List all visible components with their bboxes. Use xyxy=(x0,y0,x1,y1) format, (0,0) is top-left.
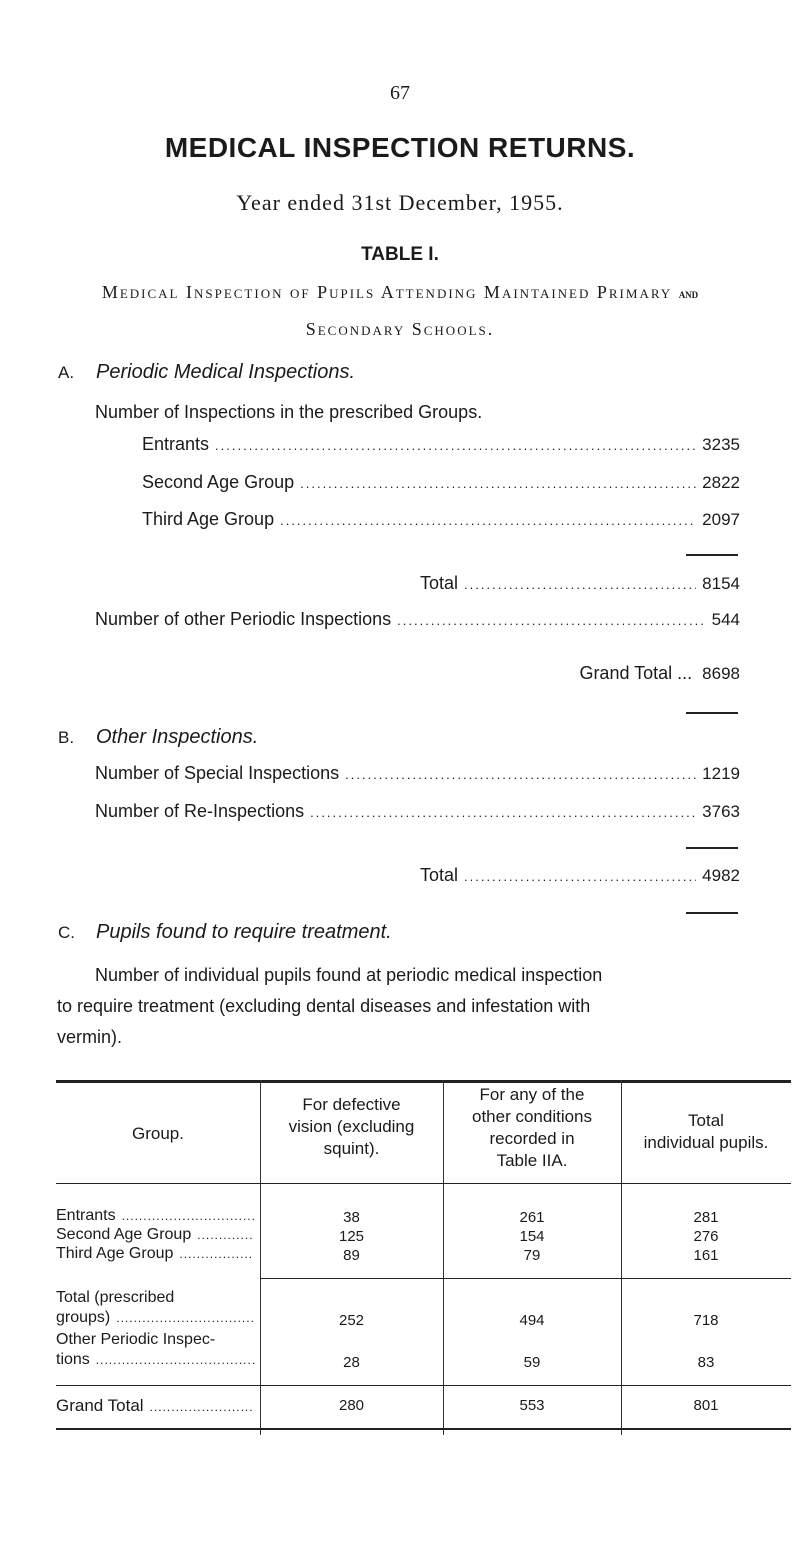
leader-dots xyxy=(96,1350,256,1370)
group-label: Total (prescribed xyxy=(56,1289,175,1306)
cell-total: 281 xyxy=(693,1209,719,1226)
total-label: Total xyxy=(420,865,459,885)
row-label: Entrants xyxy=(142,434,210,454)
row-label: Second Age Group xyxy=(142,472,295,492)
leader-dots xyxy=(280,513,696,528)
cell-vision: 28 xyxy=(343,1354,360,1371)
leader-dots xyxy=(345,767,696,782)
cell-total: 276 xyxy=(693,1228,719,1245)
header-total-pupils xyxy=(621,1110,791,1154)
leader-dots xyxy=(464,577,696,592)
header-line: For defective xyxy=(302,1095,401,1114)
grand-total-rule xyxy=(56,1385,791,1386)
section-a-intro: Number of Inspections in the prescribed Groups. xyxy=(95,402,483,422)
row-third-age xyxy=(142,509,740,535)
group-label: Third Age Group xyxy=(56,1245,174,1262)
header-line: Table IIA. xyxy=(496,1151,568,1170)
table-description-line1 xyxy=(0,282,800,303)
section-title: Other Inspections. xyxy=(96,726,259,748)
table-row xyxy=(56,1330,256,1370)
section-c-paragraph-line1: Number of individual pupils found at periodic medical inspection xyxy=(95,965,603,985)
subtitle: Year ended 31st December, 1955. xyxy=(236,190,564,215)
cell-total: 161 xyxy=(693,1247,719,1264)
row-total-b xyxy=(420,865,740,891)
table-row xyxy=(56,1288,256,1328)
total-value: 8154 xyxy=(702,574,740,593)
header-line: squint). xyxy=(323,1139,380,1158)
grand-total-label: Grand Total ... xyxy=(579,663,693,683)
row-total-a xyxy=(420,573,740,599)
header-group: Group. xyxy=(132,1124,184,1143)
section-a-heading xyxy=(58,361,355,384)
leader-dots xyxy=(122,1206,254,1226)
row-label: Number of other Periodic Inspections xyxy=(95,609,392,629)
leader-dots xyxy=(215,438,696,453)
cell-vision: 252 xyxy=(338,1312,365,1329)
header-line: individual pupils. xyxy=(643,1133,769,1152)
cell-vision: 280 xyxy=(338,1397,365,1414)
group-label-line xyxy=(56,1308,256,1328)
row-entrants xyxy=(142,434,740,460)
header-line: Total xyxy=(688,1111,724,1130)
cell-other: 59 xyxy=(523,1354,541,1371)
row-value: 3763 xyxy=(702,802,740,821)
description-text: Medical Inspection of Pupils Attending Maintained Primary xyxy=(101,282,673,302)
header-line: other conditions xyxy=(471,1107,593,1126)
leader-dots xyxy=(179,1244,254,1264)
section-c-paragraph-line3: vermin). xyxy=(57,1027,123,1047)
cell-vision: 89 xyxy=(343,1247,360,1264)
cell-other: 261 xyxy=(519,1209,545,1226)
row-re-inspections xyxy=(95,801,740,827)
table-row xyxy=(56,1206,254,1226)
leader-dots xyxy=(300,476,696,491)
sum-rule xyxy=(686,847,738,849)
section-title: Periodic Medical Inspections. xyxy=(96,361,356,383)
section-c-heading xyxy=(58,921,392,944)
row-other-periodic xyxy=(95,609,740,635)
leader-dots xyxy=(464,869,696,884)
table-row xyxy=(56,1244,254,1264)
row-grand-total-a xyxy=(420,663,740,689)
row-value: 544 xyxy=(711,610,740,629)
cell-other: 494 xyxy=(519,1312,545,1329)
table-top-rule xyxy=(56,1080,791,1083)
group-label-line xyxy=(56,1350,256,1370)
leader-dots xyxy=(310,805,696,820)
leader-dots xyxy=(150,1397,254,1417)
section-b-heading xyxy=(58,726,258,749)
header-other-conditions xyxy=(443,1084,621,1172)
section-label: B. xyxy=(58,728,75,747)
row-label: Third Age Group xyxy=(142,509,275,529)
header-defective-vision xyxy=(260,1094,443,1160)
table-title: TABLE I. xyxy=(361,244,439,265)
section-title: Pupils found to require treatment. xyxy=(96,921,392,943)
description-end: and xyxy=(678,286,699,301)
group-label: Entrants xyxy=(56,1207,116,1224)
subtotal-rule xyxy=(260,1278,791,1279)
group-label: Second Age Group xyxy=(56,1226,192,1243)
table-row xyxy=(56,1225,254,1245)
page-title: MEDICAL INSPECTION RETURNS. xyxy=(164,132,636,163)
table-bottom-rule xyxy=(56,1428,791,1430)
group-label: tions xyxy=(56,1351,90,1368)
row-value: 2097 xyxy=(702,510,740,529)
total-label: Total xyxy=(420,573,459,593)
row-value: 1219 xyxy=(702,764,740,783)
header-rule xyxy=(56,1183,791,1184)
leader-dots xyxy=(397,613,705,628)
row-value: 2822 xyxy=(702,473,740,492)
sum-rule xyxy=(686,554,738,556)
cell-total: 83 xyxy=(697,1354,715,1371)
leader-dots xyxy=(116,1308,256,1328)
total-value: 4982 xyxy=(702,866,740,885)
page-number: 67 xyxy=(390,82,410,104)
group-label: groups) xyxy=(56,1309,111,1326)
cell-vision: 38 xyxy=(343,1209,360,1226)
section-label: C. xyxy=(58,923,75,942)
header-line: vision (excluding xyxy=(288,1117,415,1136)
cell-total: 718 xyxy=(693,1312,719,1329)
row-label: Number of Special Inspections xyxy=(95,763,340,783)
header-line: For any of the xyxy=(479,1085,585,1104)
header-line: recorded in xyxy=(489,1129,575,1148)
table-description-line2: Secondary Schools. xyxy=(305,319,495,339)
row-special-inspections xyxy=(95,763,740,789)
grand-total-value: 8698 xyxy=(702,664,740,683)
cell-other: 154 xyxy=(519,1228,545,1245)
row-value: 3235 xyxy=(702,435,740,454)
cell-other: 79 xyxy=(523,1247,541,1264)
treatment-table xyxy=(56,1080,791,1460)
section-c-paragraph-line2: to require treatment (excluding dental diseases and infestation with xyxy=(57,996,591,1016)
cell-total: 801 xyxy=(693,1397,719,1414)
cell-other: 553 xyxy=(519,1397,545,1414)
leader-dots xyxy=(197,1225,254,1245)
sum-rule xyxy=(686,712,738,714)
row-second-age xyxy=(142,472,740,498)
group-label: Other Periodic Inspec- xyxy=(56,1331,216,1348)
sum-rule xyxy=(686,912,738,914)
section-label: A. xyxy=(58,363,75,382)
group-label: Grand Total xyxy=(56,1396,144,1415)
row-label: Number of Re-Inspections xyxy=(95,801,305,821)
cell-vision: 125 xyxy=(338,1228,365,1245)
table-row xyxy=(56,1396,254,1417)
